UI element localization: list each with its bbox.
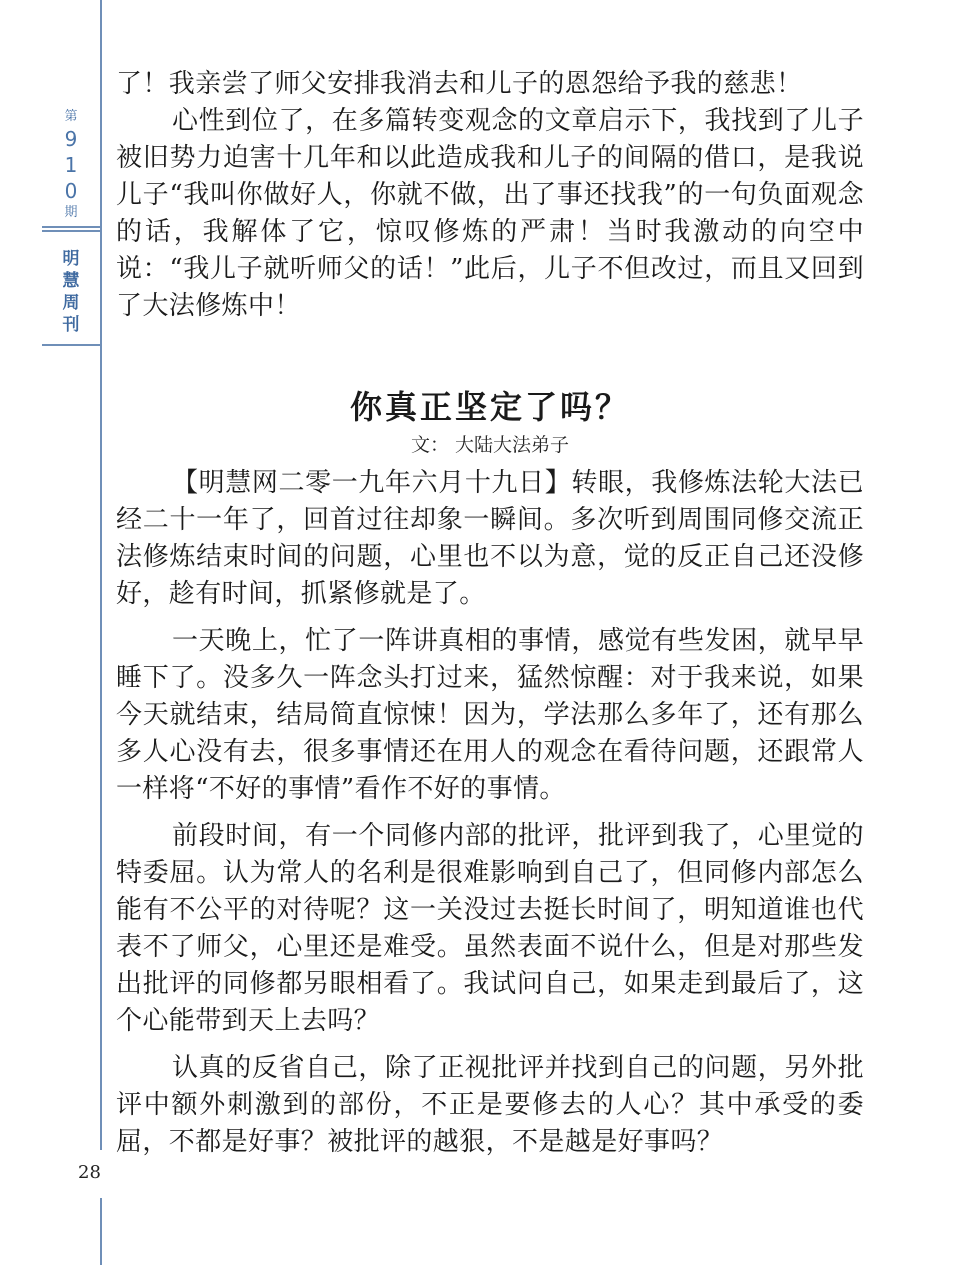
continued-paragraph: 了！我亲尝了师父安排我消去和儿子的恩怨给予我的慈悲！ — [116, 69, 803, 99]
article-paragraph: 前段时间，有一个同修内部的批评，批评到我了，心里觉的特委屈。认为常人的名利是很难影响到自己了，但同修内部怎么能有不公平的对待呢？这一关没过去挺长时间了，明知道谁也代表不了师父，心里还是难受。虽然表面不说什么，但是对那些发出批评的同修都另眼相看了。我试问自己，如果走到最后了，这个心能带到天上去吗？ — [116, 821, 864, 1036]
issue-digit: 9 — [64, 127, 78, 151]
tab-divider — [42, 226, 100, 228]
page-content — [116, 66, 864, 1161]
issue-prefix: 第 — [64, 109, 78, 124]
magazine-name-char: 周 — [62, 293, 80, 313]
article-paragraph: 认真的反省自己，除了正视批评并找到自己的问题，另外批评中额外刺激到的部份，不正是要修去的人心？其中承受的委屈，不都是好事？被批评的越狠，不是越是好事吗？ — [116, 1053, 864, 1157]
issue-digit: 0 — [64, 179, 78, 203]
article-title: 你真正坚定了吗？ — [349, 388, 630, 426]
issue-digit: 1 — [64, 153, 78, 177]
issue-side-tab — [42, 0, 102, 346]
magazine-name — [42, 248, 100, 336]
article-paragraph: 【明慧网二零一九年六月十九日】转眼，我修炼法轮大法已经二十一年了，回首过往却象一瞬间。多次听到周围同修交流正法修炼结束时间的问题，心里也不以为意，觉的反正自己还没修好，趁有时间，抓紧修就是了。 — [116, 468, 864, 609]
magazine-name-char: 明 — [62, 249, 80, 269]
article-byline: 文： 大陆大法弟子 — [410, 434, 570, 456]
magazine-name-char: 刊 — [62, 315, 80, 335]
tab-bottom-line — [42, 344, 100, 346]
issue-suffix: 期 — [64, 205, 78, 220]
continued-paragraph: 心性到位了，在多篇转变观念的文章启示下，我找到了儿子被旧势力迫害十几年和以此造成我和儿子的间隔的借口，是我说儿子“我叫你做好人，你就不做，出了事还找我”的一句负面观念的话，我解体了它，惊叹修炼的严肃！当时我激动的向空中说：“我儿子就听师父的话！”此后，儿子不但改过，而且又回到了大法修炼中！ — [116, 106, 864, 321]
article-paragraph: 一天晚上，忙了一阵讲真相的事情，感觉有些发困，就早早睡下了。没多久一阵念头打过来，猛然惊醒：对于我来说，如果今天就结束，结局简直惊悚！因为，学法那么多年了，还有那么多人心没有去，很多事情还在用人的观念在看待问题，还跟常人一样将“不好的事情”看作不好的事情。 — [116, 626, 864, 804]
page-number: 28 — [78, 1162, 101, 1183]
issue-number — [42, 108, 100, 222]
magazine-name-char: 慧 — [62, 271, 80, 291]
margin-rule-bottom — [100, 1198, 102, 1265]
tab-divider — [42, 230, 100, 232]
